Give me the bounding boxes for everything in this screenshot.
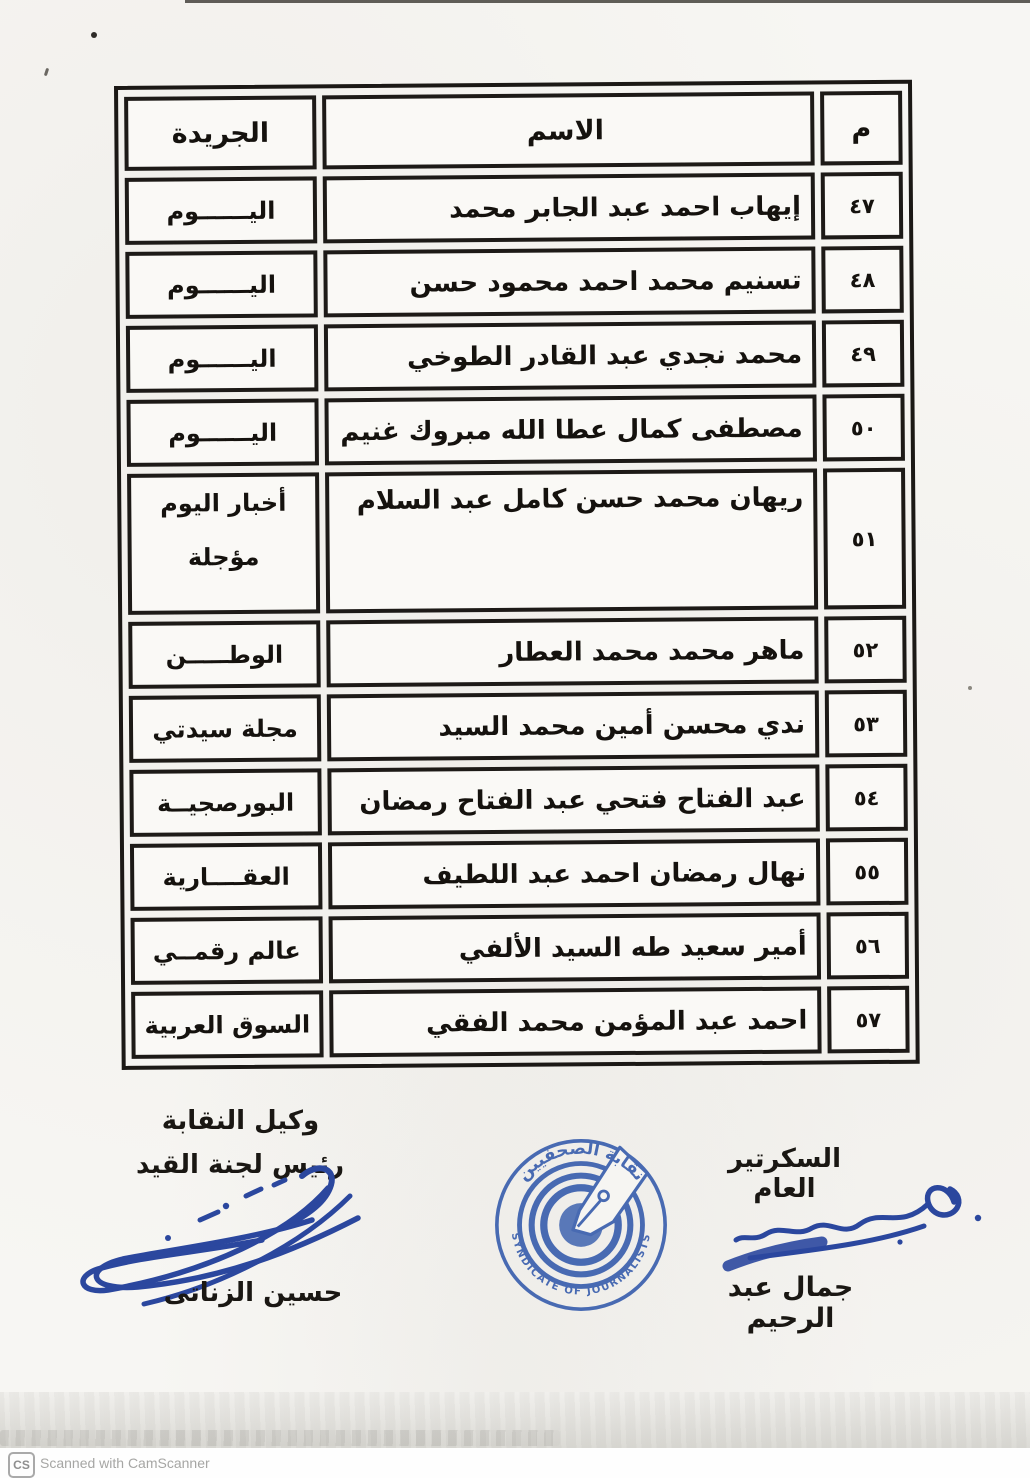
- camscanner-logo-icon: CS: [8, 1452, 35, 1478]
- right-signature-handwriting: [692, 1172, 992, 1282]
- right-signature-title: السكرتير العام: [728, 1144, 841, 1204]
- left-signature-name: حسين الزناتى: [163, 1278, 343, 1308]
- newspaper-name: اليــــــوم: [166, 196, 276, 226]
- newspaper-name: اليــــــوم: [167, 344, 277, 374]
- row-number: ٥٣: [825, 690, 908, 758]
- newspaper-name: عالم رقمــي: [152, 936, 301, 966]
- newspaper-cell: [125, 250, 318, 319]
- newspaper-cell: [128, 620, 321, 689]
- newspaper-cell: [125, 176, 318, 245]
- header-row: [124, 91, 903, 171]
- newspaper-cell: [126, 398, 319, 467]
- table-row: [129, 690, 908, 763]
- camscanner-watermark-text: Scanned with CamScanner: [40, 1455, 210, 1471]
- ink-speck: [44, 68, 49, 77]
- newspaper-name: أخبار اليوم: [160, 488, 287, 518]
- stamp-english-text: SYNDICATE OF JOURNALISTS: [508, 1231, 654, 1298]
- left-signature-title-2: رئيس لجنة القيد: [135, 1150, 345, 1180]
- table-row: [126, 394, 905, 467]
- row-number: ٥٦: [827, 912, 910, 980]
- table-row: [127, 468, 906, 615]
- row-number: ٥١: [823, 468, 906, 610]
- newspaper-name: اليــــــوم: [168, 418, 278, 448]
- ink-speck: [91, 32, 97, 38]
- newspaper-name: السوق العربية: [144, 1009, 311, 1040]
- row-number: ٥٢: [824, 616, 907, 684]
- newspaper-name: اليــــــوم: [167, 270, 277, 300]
- newspaper-cell: [131, 990, 324, 1059]
- stamp-arabic-text: نقابة الصحفيين: [513, 1138, 650, 1185]
- newspaper-name: مجلة سيدتي: [152, 714, 298, 744]
- left-signature-title-1: وكيل النقابة: [161, 1106, 320, 1136]
- table-row: [126, 320, 905, 393]
- table-row: [131, 912, 910, 985]
- member-name: إيهاب احمد عبد الجابر محمد: [323, 172, 816, 243]
- table-row: [130, 838, 909, 911]
- newspaper-cell: [129, 694, 322, 763]
- newspaper-name: البورصجيــة: [156, 788, 295, 818]
- member-name: أمير سعيد طه السيد الألفي: [329, 912, 822, 983]
- table-row: [131, 986, 910, 1059]
- row-number: ٥٠: [822, 394, 905, 462]
- newspaper-cell: [126, 324, 319, 393]
- header-name: الاسم: [322, 92, 815, 170]
- newspaper-name: العقــــارية: [162, 862, 290, 892]
- member-name: ماهر محمد محمد العطار: [326, 616, 819, 687]
- row-number: ٥٥: [826, 838, 909, 906]
- table-header: [124, 91, 903, 171]
- newspaper-cell: [129, 768, 322, 837]
- table-row: [125, 246, 904, 319]
- member-name: احمد عبد المؤمن محمد الفقي: [329, 986, 822, 1057]
- table-body: [125, 172, 910, 1059]
- newspaper-cell: [130, 842, 323, 911]
- header-newspaper: الجريدة: [124, 95, 317, 171]
- member-name: مصطفى كمال عطا الله مبروك غنيم: [324, 394, 817, 465]
- syndicate-stamp: [492, 1136, 670, 1314]
- member-name: محمد نجدي عبد القادر الطوخي: [324, 320, 817, 391]
- members-table: [114, 80, 920, 1070]
- row-number: ٥٧: [827, 986, 910, 1054]
- newspaper-cell: [127, 472, 320, 615]
- scan-noise-smear: [0, 1430, 560, 1446]
- member-name: ندي محسن أمين محمد السيد: [327, 690, 820, 761]
- row-number: ٤٨: [821, 246, 904, 314]
- member-name: ريهان محمد حسن كامل عبد السلام: [325, 468, 818, 613]
- right-signature-name: جمال عبد الرحيم: [727, 1272, 854, 1334]
- table-row: [125, 172, 904, 245]
- member-name: عبد الفتاح فتحي عبد الفتاح رمضان: [327, 764, 820, 835]
- newspaper-status: مؤجلة: [187, 542, 260, 572]
- row-number: ٤٧: [821, 172, 904, 240]
- ink-speck: [968, 686, 972, 690]
- table-row: [129, 764, 908, 837]
- newspaper-name: الوطـــــن: [165, 640, 284, 670]
- row-number: ٤٩: [822, 320, 905, 388]
- member-name: تسنيم محمد احمد محمود حسن: [323, 246, 816, 317]
- newspaper-cell: [131, 916, 324, 985]
- scan-edge-artifact: [185, 0, 1030, 3]
- row-number: ٥٤: [825, 764, 908, 832]
- member-name: نهال رمضان احمد عبد اللطيف: [328, 838, 821, 909]
- header-number: م: [820, 91, 903, 166]
- table-row: [128, 616, 907, 689]
